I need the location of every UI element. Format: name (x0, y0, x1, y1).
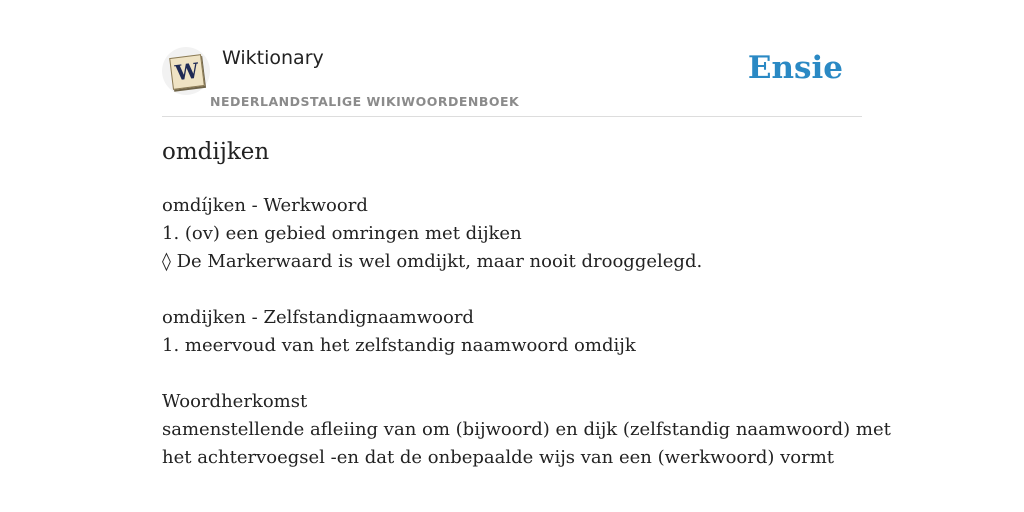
etymology-text: samenstellende afleiing van om (bijwoord) en dijk (zelfstandig naamwoord) met (162, 419, 891, 440)
entry-content (162, 192, 891, 472)
spacer (162, 360, 862, 388)
spacer (162, 276, 862, 304)
header (162, 40, 862, 117)
definition-text: 1. (ov) een gebied omringen met dijken (162, 223, 522, 244)
logo-tile-icon: W (169, 54, 205, 90)
wiktionary-logo[interactable] (162, 47, 210, 95)
section-werkwoord (162, 192, 862, 276)
section-heading: Woordherkomst (162, 391, 308, 412)
section-woordherkomst (162, 388, 891, 472)
section-zelfstandignaamwoord (162, 304, 862, 360)
etymology-text: het achtervoegsel -en dat de onbepaalde wijs van een (werkwoord) vormt (162, 447, 835, 468)
section-heading: omdijken - Zelfstandignaamwoord (162, 307, 474, 328)
section-heading: omdíjken - Werkwoord (162, 195, 368, 216)
site-subtitle: NEDERLANDSTALIGE WIKIWOORDENBOEK (210, 94, 520, 109)
site-name[interactable]: Wiktionary (222, 47, 324, 69)
page-title: omdijken (162, 139, 270, 165)
ensie-brand-link[interactable]: Ensie (747, 50, 843, 86)
example-text: ◊ De Markerwaard is wel omdijkt, maar nooit drooggelegd. (162, 251, 703, 272)
definition-text: 1. meervoud van het zelfstandig naamwoord omdijk (162, 335, 636, 356)
